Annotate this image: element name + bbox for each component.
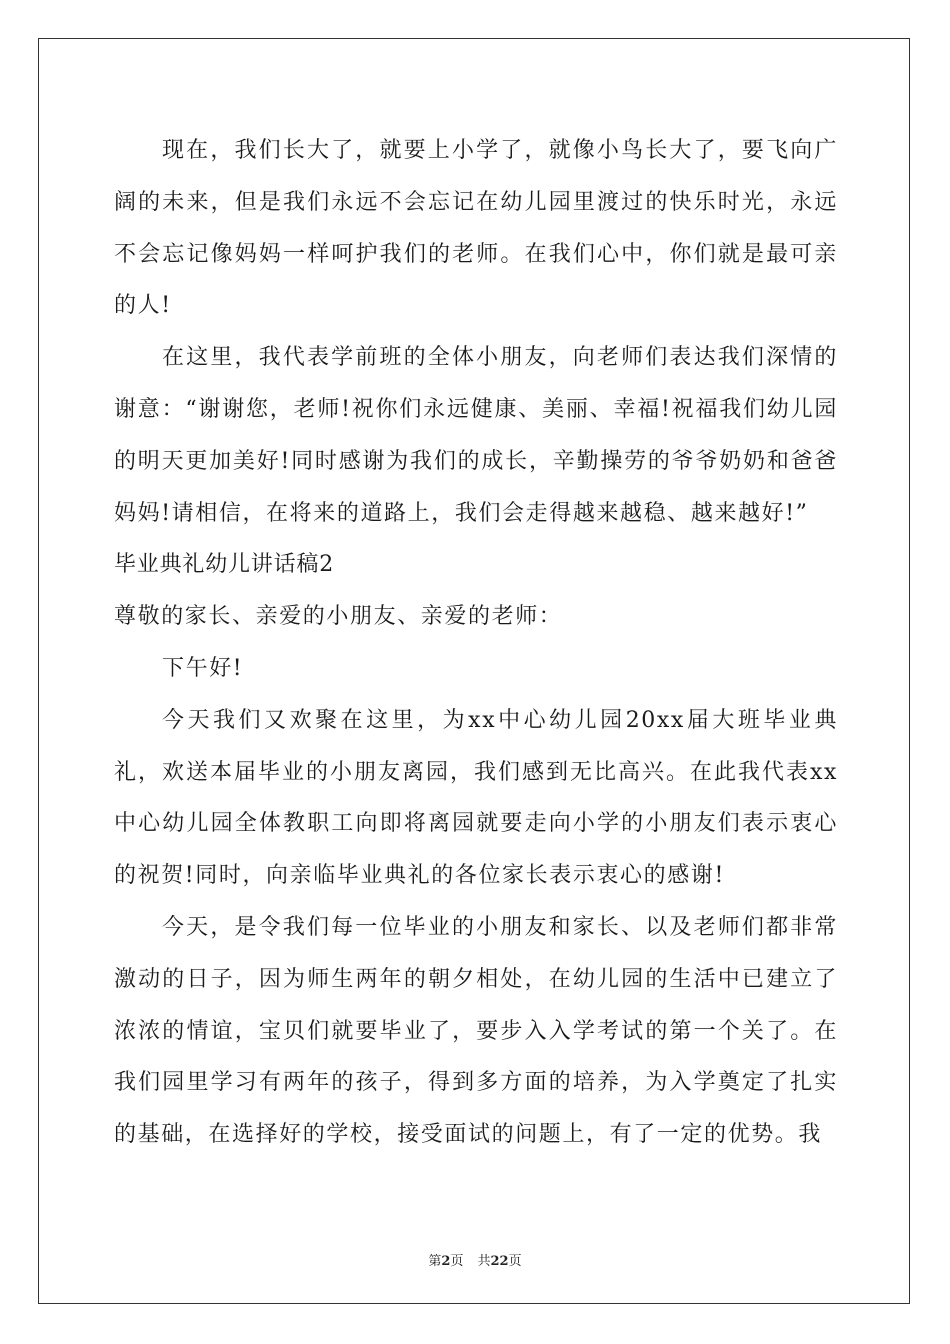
page-suffix: 页	[450, 1254, 464, 1269]
paragraph-graduation-day: 今天，是令我们每一位毕业的小朋友和家长、以及老师们都非常激动的日子，因为师生两年的朝夕相处，在幼儿园的生活中已建立了浓浓的情谊，宝贝们就要毕业了，要步入入学考试的第一个关了。在我们园里学习有两年的孩子，得到多方面的培养，为入学奠定了扎实的基础，在选择好的学校，接受面试的问题上，有了一定的优势。我	[114, 914, 838, 1148]
paragraph-welcome: 今天我们又欢聚在这里，为xx中心幼儿园20xx届大班毕业典礼，欢送本届毕业的小朋友离园，我们感到无比高兴。在此我代表xx中心幼儿园全体教职工向即将离园就要走向小学的小朋友们表示衷心的祝贺!同时，向亲临毕业典礼的各位家长表示衷心的感谢!	[114, 707, 838, 889]
total-prefix: 共	[477, 1254, 491, 1269]
section-heading: 毕业典礼幼儿讲话稿2	[114, 552, 334, 578]
total-suffix: 页	[508, 1254, 522, 1269]
paragraph-thanks-teachers: 在这里，我代表学前班的全体小朋友，向老师们表达我们深情的谢意：“谢谢您，老师!祝你们永远健康、美丽、幸福!祝福我们幼儿园的明天更加美好!同时感谢为我们的成长，辛勤操劳的爷爷奶奶和爸爸妈妈!请相信，在将来的道路上，我们会走得越来越稳、越来越好!”	[114, 345, 838, 526]
current-page-number: 2	[441, 1254, 451, 1269]
greeting: 下午好!	[162, 655, 244, 681]
salutation: 尊敬的家长、亲爱的小朋友、亲爱的老师：	[114, 604, 563, 630]
total-page-count: 22	[490, 1254, 509, 1269]
page-prefix: 第	[428, 1254, 442, 1269]
document-body	[114, 125, 838, 1161]
page-footer	[0, 1250, 950, 1269]
paragraph-growing-up: 现在，我们长大了，就要上小学了，就像小鸟长大了，要飞向广阔的未来，但是我们永远不会忘记在幼儿园里渡过的快乐时光，永远不会忘记像妈妈一样呵护我们的老师。在我们心中，你们就是最可亲的人!	[114, 138, 838, 319]
